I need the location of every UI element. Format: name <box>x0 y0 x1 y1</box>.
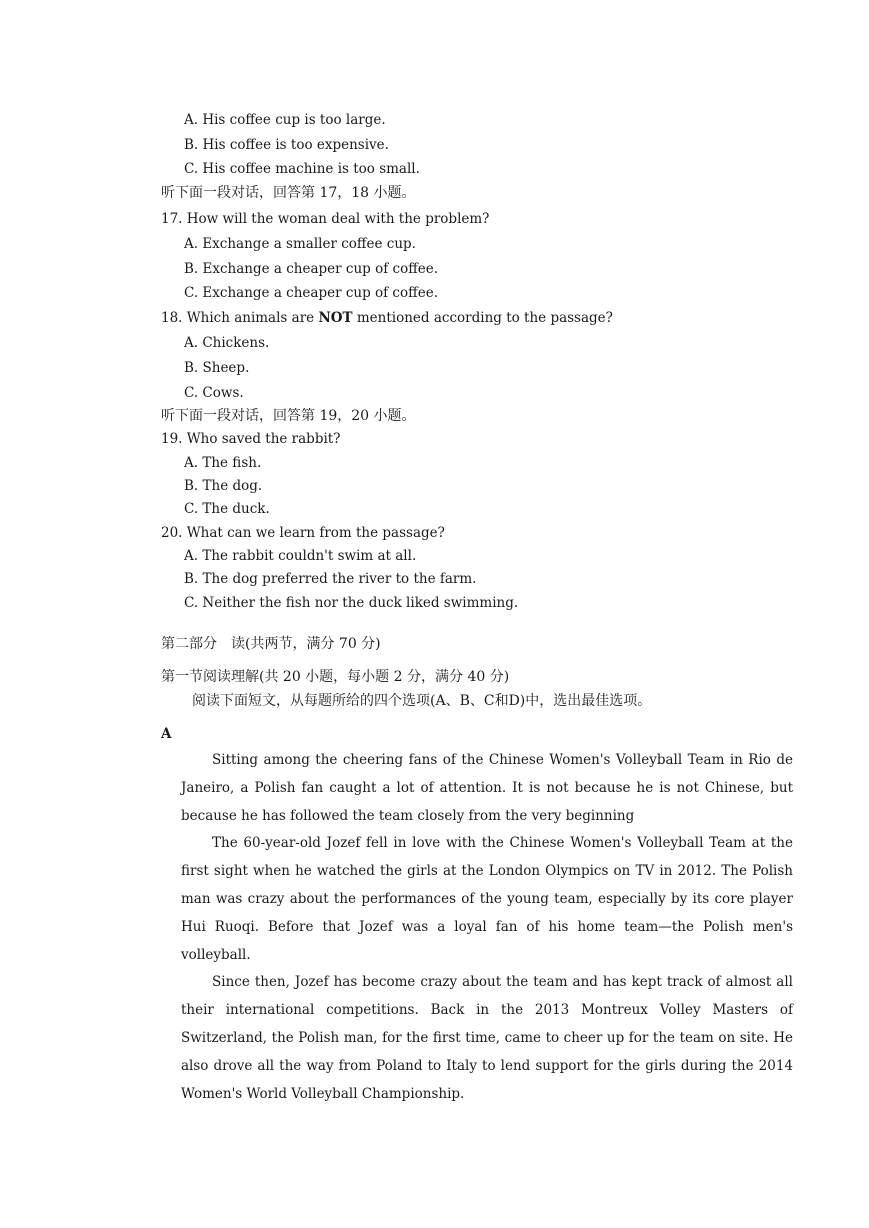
q18-stem <box>161 309 613 327</box>
q19-option-b: B. The dog. <box>184 478 263 494</box>
q19-stem: 19. Who saved the rabbit? <box>161 431 341 447</box>
q18-option-c: C. Cows. <box>184 385 244 401</box>
q17-option-b: B. Exchange a cheaper cup of coffee. <box>184 261 439 277</box>
q16-option-c: C. His coffee machine is too small. <box>184 161 420 177</box>
paragraph: Sitting among the cheering fans of the Chinese Women's Volleyball Team in Rio de Janeiro, a Polish fan caught a lot of attention. It is not because he is not Chinese, but because he has followed the team closely from the very beginning <box>181 752 793 824</box>
passage-label: A <box>161 726 172 742</box>
q20-option-b: B. The dog preferred the river to the farm. <box>184 571 477 587</box>
q20-option-a: A. The rabbit couldn't swim at all. <box>184 548 417 564</box>
q16-option-b: B. His coffee is too expensive. <box>184 137 389 153</box>
q20-option-c: C. Neither the fish nor the duck liked swimming. <box>184 595 519 611</box>
q17-stem: 17. How will the woman deal with the problem? <box>161 211 490 227</box>
reading-instructions: 阅读下面短文，从每题所给的四个选项(A、B、C和D)中，选出最佳选项。 <box>192 693 652 709</box>
q19-option-a: A. The fish. <box>184 455 262 471</box>
q17-option-c: C. Exchange a cheaper cup of coffee. <box>184 285 438 301</box>
q18-stem-emphasis: NOT <box>318 310 353 326</box>
q18-option-a: A. Chickens. <box>184 335 270 351</box>
paragraph: Since then, Jozef has become crazy about the team and has kept track of almost all their international competitions. Back in the 2013 Montreux Volley Masters of Switzerland, the Polish man, for the first time, came to cheer up for the team on site. He also drove all the way from Poland to Italy to lend support for the girls during the 2014 Women's World Volleyball Championship. <box>181 974 793 1102</box>
q18-option-b: B. Sheep. <box>184 360 250 376</box>
q17-option-a: A. Exchange a smaller coffee cup. <box>184 236 416 252</box>
dialog-instruction-17-18: 听下面一段对话，回答第 17，18 小题。 <box>161 185 416 201</box>
dialog-instruction-19-20: 听下面一段对话，回答第 19，20 小题。 <box>161 408 416 424</box>
q18-stem-before: 18. Which animals are <box>161 310 319 326</box>
q16-option-a: A. His coffee cup is too large. <box>184 112 386 128</box>
part-two-title: 第二部分 读(共两节，满分 70 分) <box>161 636 381 652</box>
q20-stem: 20. What can we learn from the passage? <box>161 525 445 541</box>
q18-stem-after: mentioned according to the passage? <box>352 310 613 326</box>
q19-option-c: C. The duck. <box>184 501 270 517</box>
paragraph: The 60-year-old Jozef fell in love with the Chinese Women's Volleyball Team at the first sight when he watched the girls at the London Olympics on TV in 2012. The Polish man was crazy about the performances of the young team, especially by its core player Hui Ruoqi. Before that Jozef was a loyal fan of his home team—the Polish men's volleyball. <box>181 835 793 963</box>
section-one-title: 第一节阅读理解(共 20 小题，每小题 2 分，满分 40 分) <box>161 669 510 685</box>
passage-a <box>181 747 793 1108</box>
